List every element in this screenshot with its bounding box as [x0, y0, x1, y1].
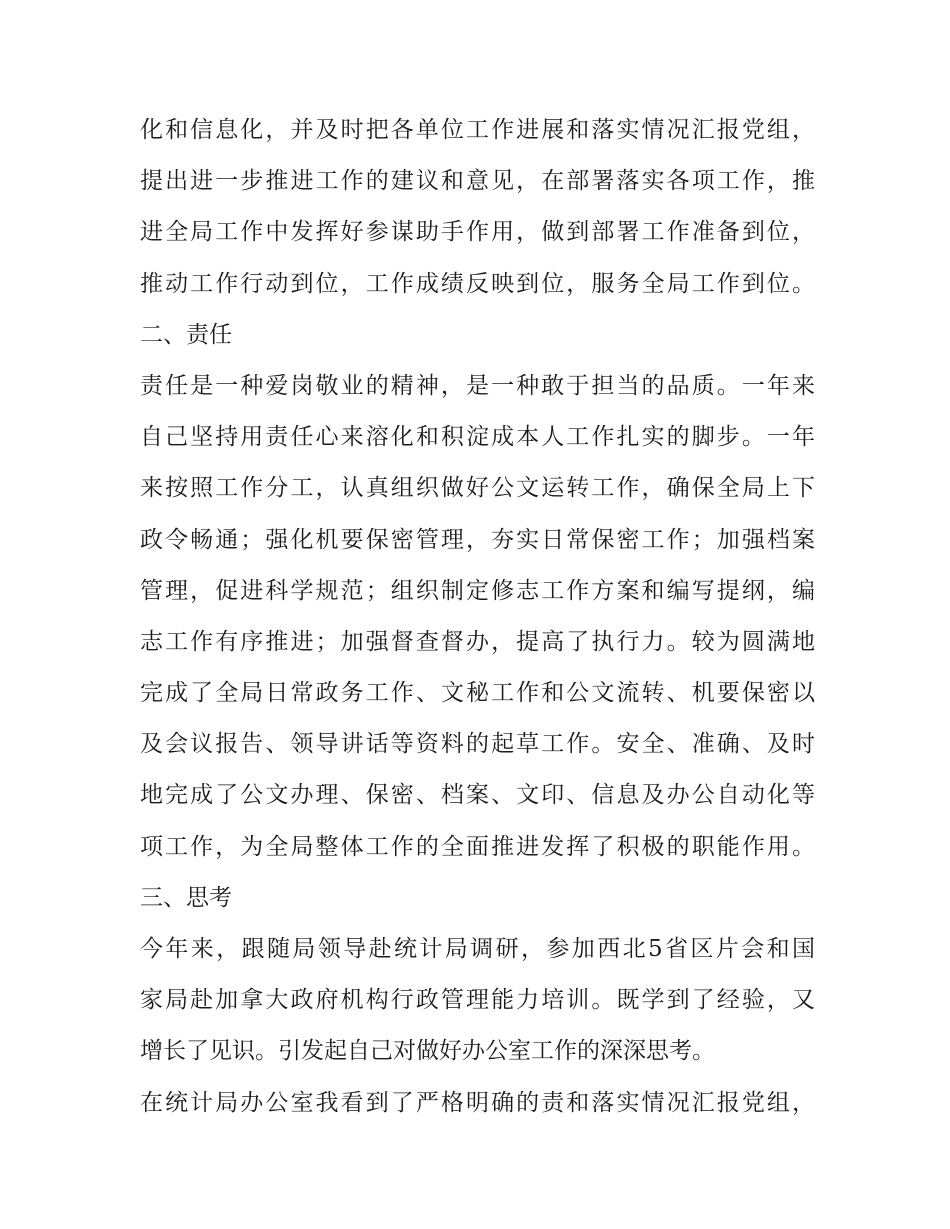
- paragraph-line-13: 及会议报告、领导讲话等资料的起草工作。安全、准确、及时: [140, 731, 815, 758]
- paragraph-line-8: 来按照工作分工，认真组织做好公文运转工作，确保全局上下: [140, 475, 815, 502]
- paragraph-line-7: 自己坚持用责任心来溶化和积淀成本人工作扎实的脚步。一年: [140, 424, 815, 451]
- paragraph-line-14: 地完成了公文办理、保密、档案、文印、信息及办公自动化等: [140, 782, 815, 809]
- paragraph-line-2: 提出进一步推进工作的建议和意见，在部署落实各项工作，推: [140, 168, 815, 195]
- paragraph-line-12: 完成了全局日常政务工作、文秘工作和公文流转、机要保密以: [140, 680, 815, 707]
- paragraph-line-15: 项工作，为全局整体工作的全面推进发挥了积极的职能作用。: [140, 833, 815, 860]
- paragraph-line-20: 在统计局办公室我看到了严格明确的责和落实情况汇报党组，: [140, 1089, 815, 1116]
- section-heading-responsibility: 二、责任: [140, 321, 232, 348]
- section-heading-thinking: 三、思考: [140, 884, 232, 911]
- paragraph-line-1: 化和信息化，并及时把各单位工作进展和落实情况汇报党组，: [140, 117, 815, 143]
- paragraph-line-6: 责任是一种爱岗敬业的精神，是一种敢于担当的品质。一年来: [140, 372, 815, 399]
- paragraph-line-17: 今年来，跟随局领导赴统计局调研，参加西北5省区片会和国: [140, 936, 815, 962]
- paragraph-line-3: 进全局工作中发挥好参谋助手作用，做到部署工作准备到位，: [140, 219, 815, 246]
- paragraph-line-18: 家局赴加拿大政府机构行政管理能力培训。既学到了经验，又: [140, 987, 815, 1014]
- paragraph-line-11: 志工作有序推进；加强督查督办，提高了执行力。较为圆满地: [140, 628, 815, 655]
- document-body: [140, 105, 815, 1129]
- paragraph-line-4: 推动工作行动到位，工作成绩反映到位，服务全局工作到位。: [140, 270, 815, 297]
- paragraph-line-19: 增长了见识。引发起自己对做好办公室工作的深深思考。: [140, 1038, 715, 1065]
- paragraph-line-10: 管理，促进科学规范；组织制定修志工作方案和编写提纲，编: [140, 577, 815, 604]
- paragraph-line-9: 政令畅通；强化机要保密管理，夯实日常保密工作；加强档案: [140, 526, 815, 553]
